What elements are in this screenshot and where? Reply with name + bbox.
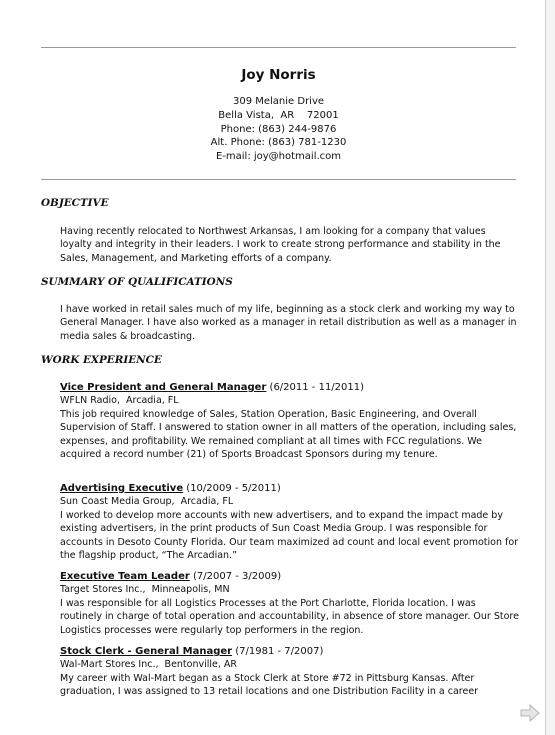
experience-heading: WORK EXPERIENCE bbox=[41, 354, 162, 366]
job-title: Executive Team Leader bbox=[60, 571, 190, 582]
job-dates: (10/2009 - 5/2011) bbox=[183, 483, 281, 494]
candidate-name: Joy Norris bbox=[241, 67, 316, 83]
contact-block bbox=[41, 95, 516, 164]
phone-line: Phone: (863) 244-9876 bbox=[220, 123, 337, 135]
objective-heading: OBJECTIVE bbox=[41, 197, 109, 209]
job-employer: Sun Coast Media Group, Arcadia, FL bbox=[60, 496, 234, 508]
job-entry bbox=[60, 482, 520, 562]
job-title: Vice President and General Manager bbox=[60, 382, 267, 393]
email-line: E-mail: joy@hotmail.com bbox=[215, 151, 342, 163]
header-divider bbox=[41, 179, 516, 180]
arrow-right-icon[interactable] bbox=[519, 702, 541, 724]
job-description: This job required knowledge of Sales, Station Operation, Basic Engineering, and Overall Supervision of Staff. I answered to station owner in all matters of the operation, including sales, expenses, and profitability. We remained compliant at all times with FCC regulations. We acquired a record number (21) of Sports Broadcast Sponsors during my tenure. bbox=[60, 408, 517, 461]
job-description: I worked to develop more accounts with new advertisers, and to expand the impact made by existing advertisers, in the print products of Sun Coast Media Group. I was responsible for accounts in Desoto County Florida. Our team maximized ad count and local event promotion for the flagship product, “The Arcadian.” bbox=[60, 509, 519, 562]
city-line: Bella Vista, AR 72001 bbox=[218, 109, 339, 121]
alt-phone-line: Alt. Phone: (863) 781-1230 bbox=[210, 137, 347, 149]
job-employer: Wal-Mart Stores Inc., Bentonville, AR bbox=[60, 659, 238, 671]
job-title: Stock Clerk - General Manager bbox=[60, 646, 233, 657]
job-entry bbox=[60, 645, 520, 699]
job-entry bbox=[60, 381, 520, 461]
job-heading bbox=[60, 645, 520, 658]
job-dates: (7/1981 - 7/2007) bbox=[232, 646, 324, 657]
top-divider bbox=[41, 47, 516, 48]
job-dates: (7/2007 - 3/2009) bbox=[189, 571, 282, 582]
job-employer: Target Stores Inc., Minneapolis, MN bbox=[60, 584, 230, 596]
job-employer: WFLN Radio, Arcadia, FL bbox=[60, 395, 179, 407]
job-heading bbox=[60, 381, 520, 394]
job-description: I was responsible for all Logistics Processes at the Port Charlotte, Florida location. I was routinely in charge of total operation and accountability, in absence of store manager. Our Store Logistics processes were regularly top performers in the region. bbox=[60, 597, 519, 636]
job-dates: (6/2011 - 11/2011) bbox=[266, 382, 365, 393]
objective-text: Having recently relocated to Northwest Arkansas, I am looking for a company that values loyalty and integrity in their leaders. I work to create strong performance and stability in the Sales, Management, and Marketing efforts of a company. bbox=[60, 226, 501, 264]
job-title: Advertising Executive bbox=[60, 483, 184, 494]
address-line: 309 Melanie Drive bbox=[232, 96, 325, 107]
job-entry bbox=[60, 570, 520, 637]
summary-heading: SUMMARY OF QUALIFICATIONS bbox=[41, 276, 233, 288]
job-heading bbox=[60, 570, 520, 583]
summary-text: I have worked in retail sales much of my life, beginning as a stock clerk and working my way to General Manager. I have also worked as a manager in retail distribution as well as a manager in media sales & broadcasting. bbox=[60, 304, 517, 342]
job-heading bbox=[60, 482, 520, 495]
job-description: My career with Wal-Mart began as a Stock Clerk at Store #72 in Pittsburg Kansas. After graduation, I was assigned to 13 retail locations and one Distribution Facility in a career bbox=[60, 672, 479, 698]
